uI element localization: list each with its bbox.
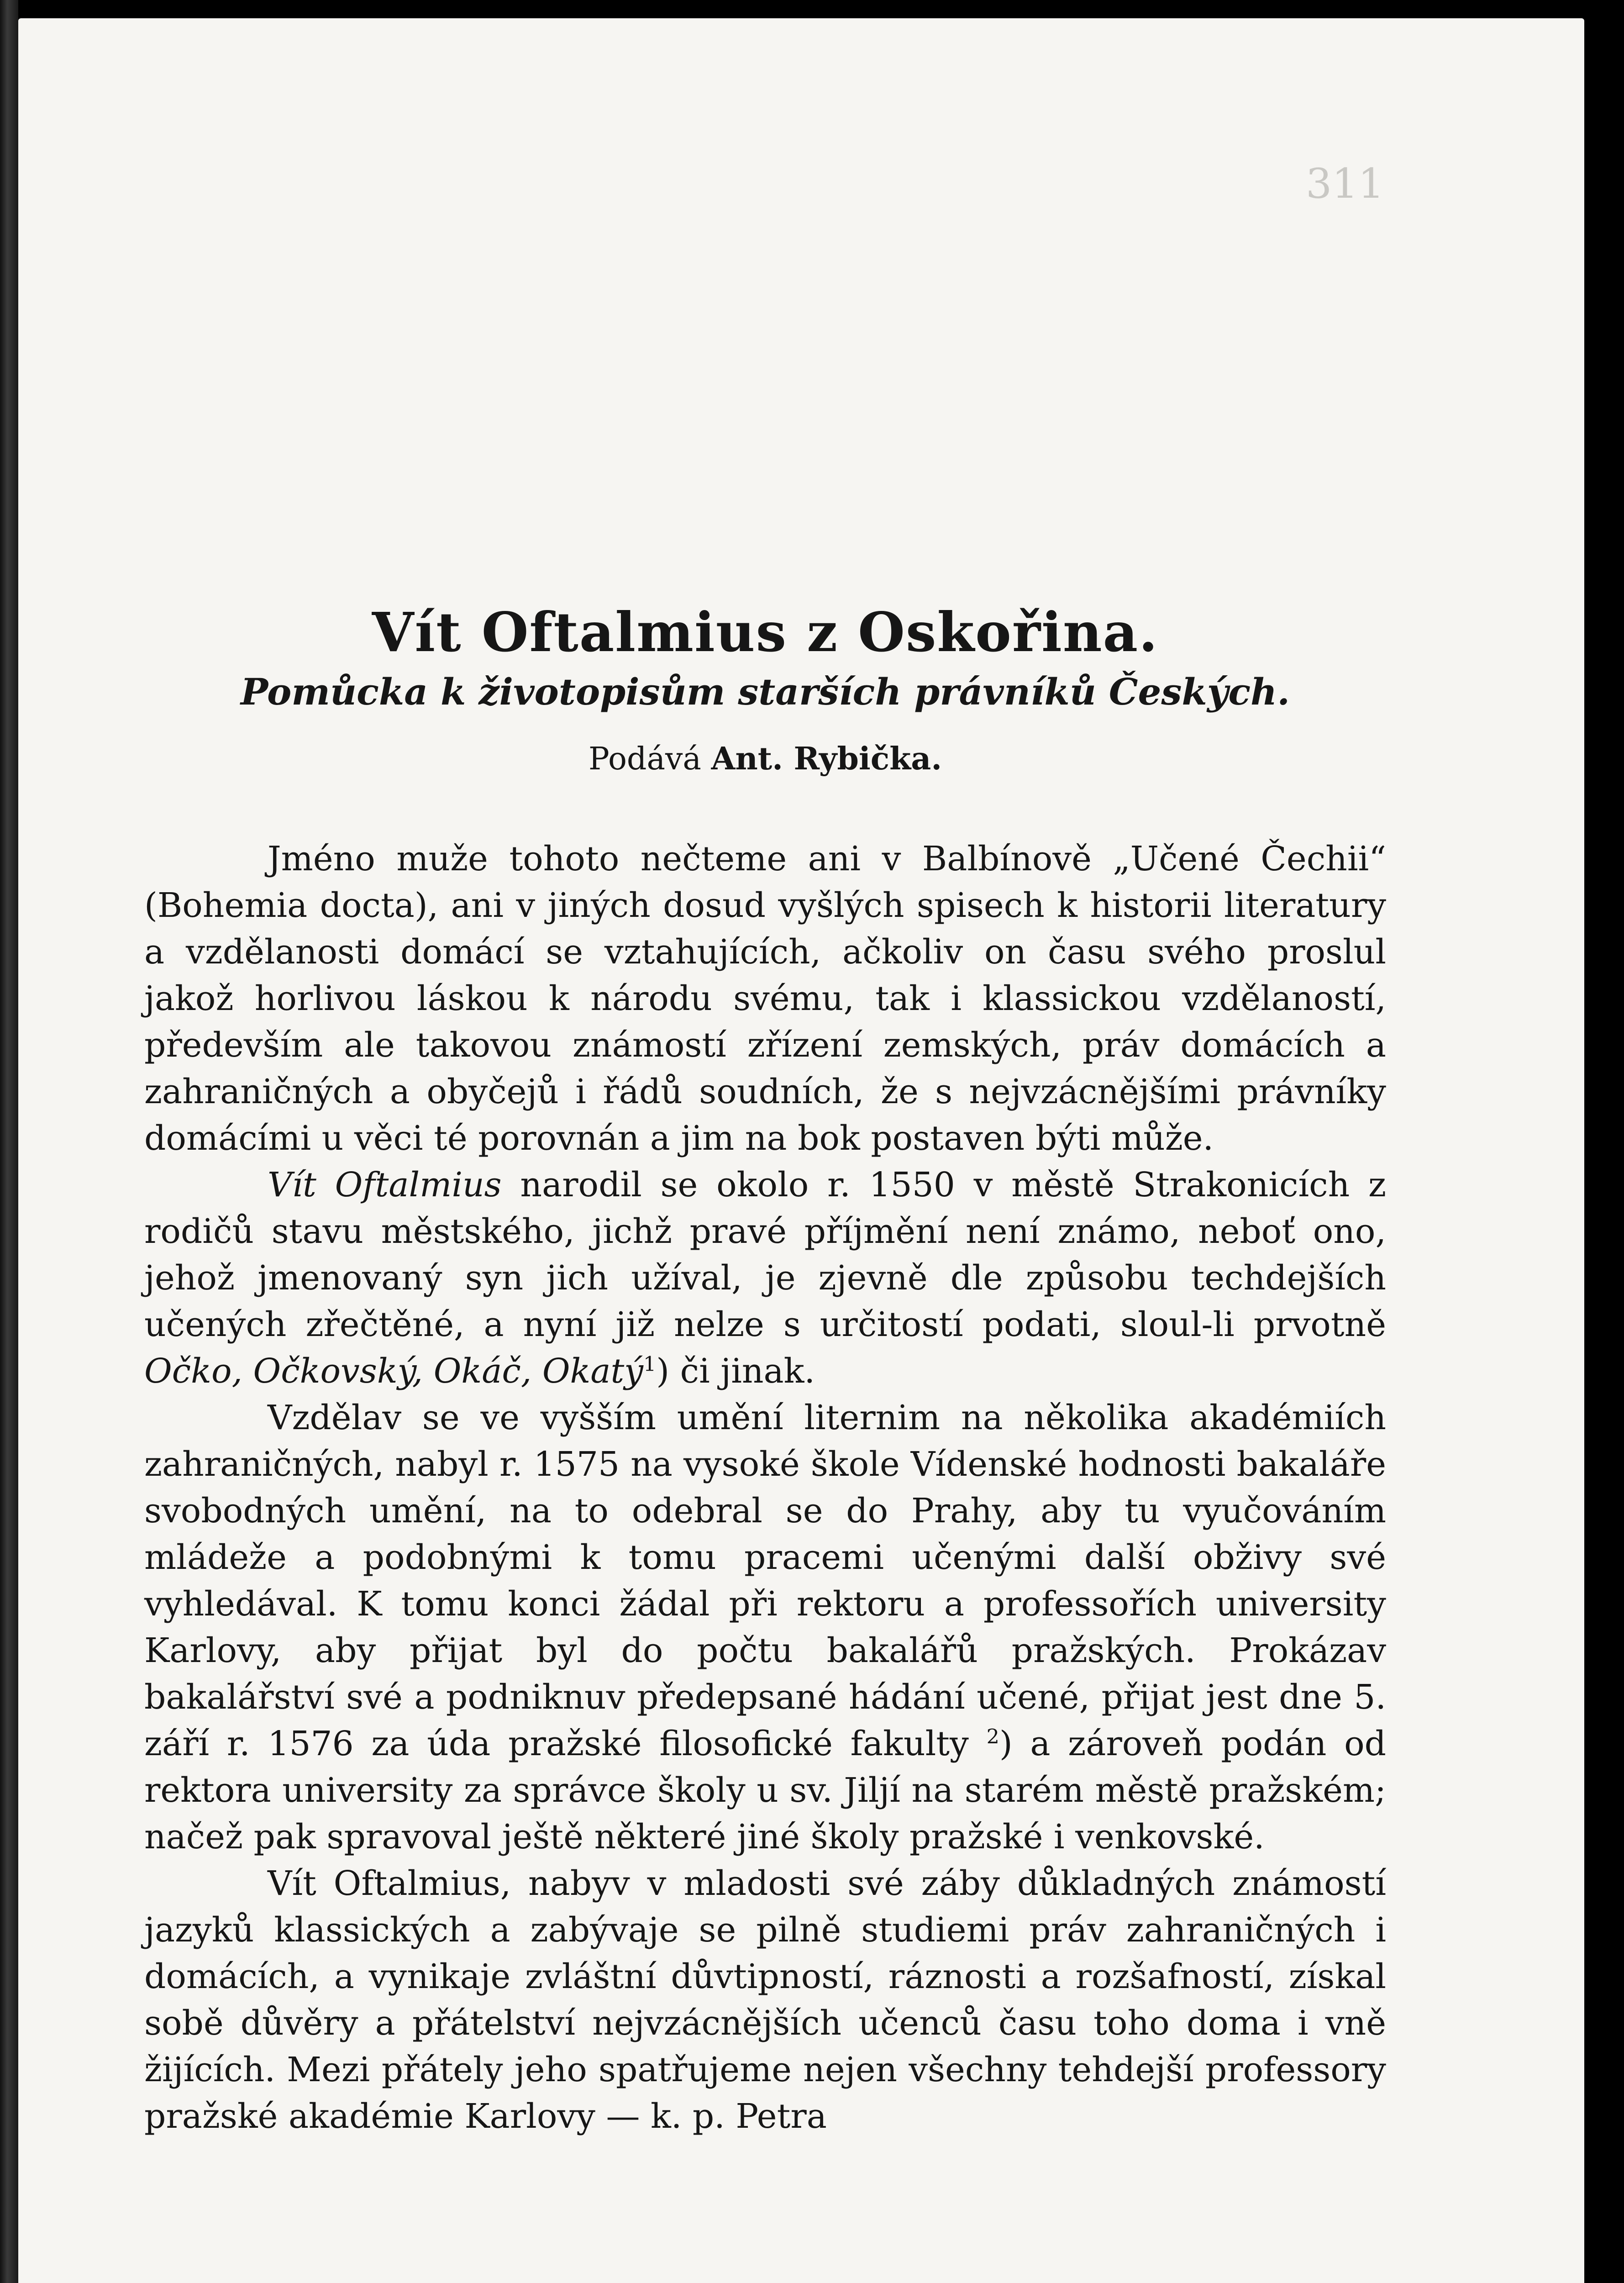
byline-author: Ant. Rybička. [711, 741, 942, 777]
paragraph [144, 1162, 1386, 1394]
book-spine-shadow [0, 0, 18, 2283]
footnote-ref: 2 [986, 1725, 999, 1749]
paragraph-lead-name: Vít Oftalmius [268, 1165, 502, 1205]
paragraph-text: narodil se okolo r. 1550 v městě Strakonicích z rodičů stavu městského, jichž pravé příjmění není známo, neboť ono, jehož jmenovaný syn jich užíval, je zjevně dle způsobu techdejších učených zřečtěné, a nyní již nelze s určitostí podati, sloul-li prvotně [144, 1165, 1386, 1344]
footnote-ref: 1 [643, 1352, 657, 1376]
paragraph: Jméno muže tohoto nečteme ani v Balbínově „Učené Čechii“ (Bohemia docta), ani v jiných dosud vyšlých spisech k historii literatury a vzdělanosti domácí se vztahujících, ačkoliv on času svého proslul jakož horlivou láskou k národu svému, tak i klassickou vzdělaností, především ale takovou známostí zřízení zemských, práv domácích a zahraničných a obyčejů i řádů soudních, že s nejvzácnějšími právníky domácími u věci té porovnán a jim na bok postaven býti může. [144, 839, 1386, 1158]
article-body [144, 836, 1386, 2140]
book-page [18, 18, 1584, 2283]
name-variants: Očko, Očkovský, Okáč, Okatý [144, 1352, 643, 1391]
article-subtitle: Pomůcka k životopisům starších právníků Českých. [240, 670, 1290, 713]
paragraph: Vít Oftalmius, nabyv v mladosti své záby důkladných známostí jazyků klassických a zabývaje se pilně studiemi práv zahraničných i domácích, a vynikaje zvláštní důvtipností, ráznosti a rozšafností, získal sobě důvěry a přátelství nejvzácnějších učenců času toho doma i vně žijících. Mezi přátely jeho spatřujeme nejen všechny tehdejší professory pražské akadémie Karlovy — k. p. Petra [144, 1864, 1386, 2136]
paragraph [144, 1394, 1386, 1860]
paragraph-text: Vzdělav se ve vyšším umění liternim na několika akadémiích zahraničných, nabyl r. 1575 na vysoké škole Vídenské hodnosti bakaláře svobodných umění, na to odebral se do Prahy, aby tu vyučováním mládeže a podobnými k tomu pracemi učenými další obživy své vyhledával. K tomu konci žádal při rektoru a professořích university Karlovy, aby přijat byl do počtu bakalářů pražských. Prokázav bakalářství své a podniknuv předepsané hádání učené, přijat jest dne 5. září r. 1576 za úda pražské filosofické fakulty [144, 1398, 1386, 1763]
paragraph-text: ) a zároveň podán od rektora university za správce školy u sv. Jiljí na starém městě pražském; načež pak spravoval ještě některé jiné školy pražské i venkovské. [144, 1724, 1387, 1857]
article-title: Vít Oftalmius z Oskořina. [372, 600, 1159, 664]
byline [144, 736, 1386, 782]
paragraph-text: ) či jinak. [656, 1352, 815, 1391]
byline-prefix: Podává [588, 741, 701, 777]
page-number: 311 [1306, 160, 1384, 208]
